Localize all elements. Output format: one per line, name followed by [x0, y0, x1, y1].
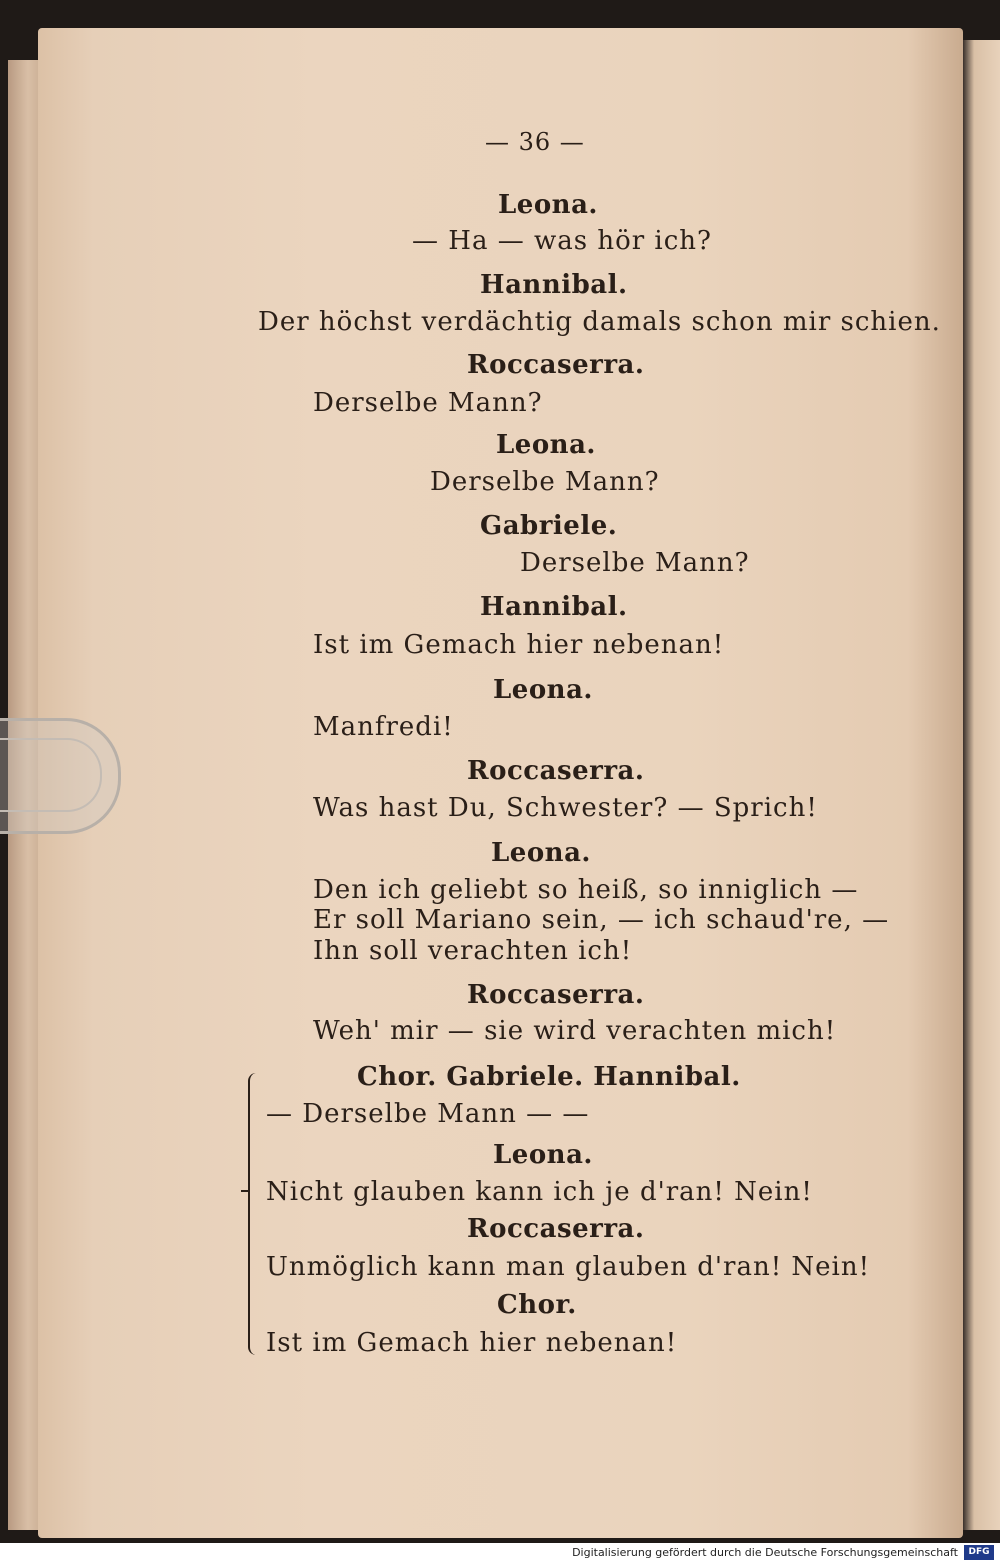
speaker-roccaserra: Roccaserra.: [467, 350, 645, 380]
dialogue-line: Derselbe Mann?: [520, 548, 750, 578]
speaker-leona: Leona.: [493, 1140, 593, 1170]
ensemble-brace-point: [241, 1190, 250, 1192]
dialogue-line: Nicht glauben kann ich je d'ran! Nein!: [266, 1177, 813, 1207]
dialogue-line: Was hast Du, Schwester? — Sprich!: [313, 793, 818, 823]
speaker-leona: Leona.: [491, 838, 591, 868]
dialogue-line: Er soll Mariano sein, — ich schaud're, —: [313, 905, 890, 935]
speaker-leona: Leona.: [498, 190, 598, 220]
dialogue-line: Ihn soll verachten ich!: [313, 936, 633, 966]
dialogue-line: — Ha — was hör ich?: [412, 226, 712, 256]
speaker-ensemble: Chor. Gabriele. Hannibal.: [357, 1062, 741, 1092]
dialogue-line: Manfredi!: [313, 712, 454, 742]
dialogue-line: Ist im Gemach hier nebenan!: [313, 630, 725, 660]
speaker-leona: Leona.: [496, 430, 596, 460]
dialogue-line: Weh' mir — sie wird verachten mich!: [313, 1016, 837, 1046]
dialogue-line: Unmöglich kann man glauben d'ran! Nein!: [266, 1252, 871, 1282]
dialogue-line: Den ich geliebt so heiß, so inniglich —: [313, 875, 859, 905]
speaker-roccaserra: Roccaserra.: [467, 756, 645, 786]
dialogue-line: Der höchst verdächtig damals schon mir schien.: [258, 307, 941, 337]
facing-page-edge: [963, 40, 1000, 1530]
funding-credit: Digitalisierung gefördert durch die Deutsche Forschungsgemeinschaft: [572, 1546, 958, 1559]
speaker-leona: Leona.: [493, 675, 593, 705]
dialogue-line: Derselbe Mann?: [313, 388, 543, 418]
paper-clip-inner: [0, 738, 102, 812]
speaker-roccaserra: Roccaserra.: [467, 980, 645, 1010]
speaker-hannibal: Hannibal.: [480, 270, 628, 300]
dialogue-line: — Derselbe Mann — —: [266, 1099, 590, 1129]
page-number: — 36 —: [485, 128, 585, 156]
dialogue-line: Ist im Gemach hier nebenan!: [266, 1328, 678, 1358]
speaker-hannibal: Hannibal.: [480, 592, 628, 622]
dfg-logo-icon: DFG: [964, 1545, 994, 1560]
dialogue-line: Derselbe Mann?: [430, 467, 660, 497]
ensemble-brace: [248, 1073, 262, 1355]
speaker-roccaserra: Roccaserra.: [467, 1214, 645, 1244]
speaker-gabriele: Gabriele.: [480, 511, 618, 541]
speaker-chor: Chor.: [497, 1290, 577, 1320]
